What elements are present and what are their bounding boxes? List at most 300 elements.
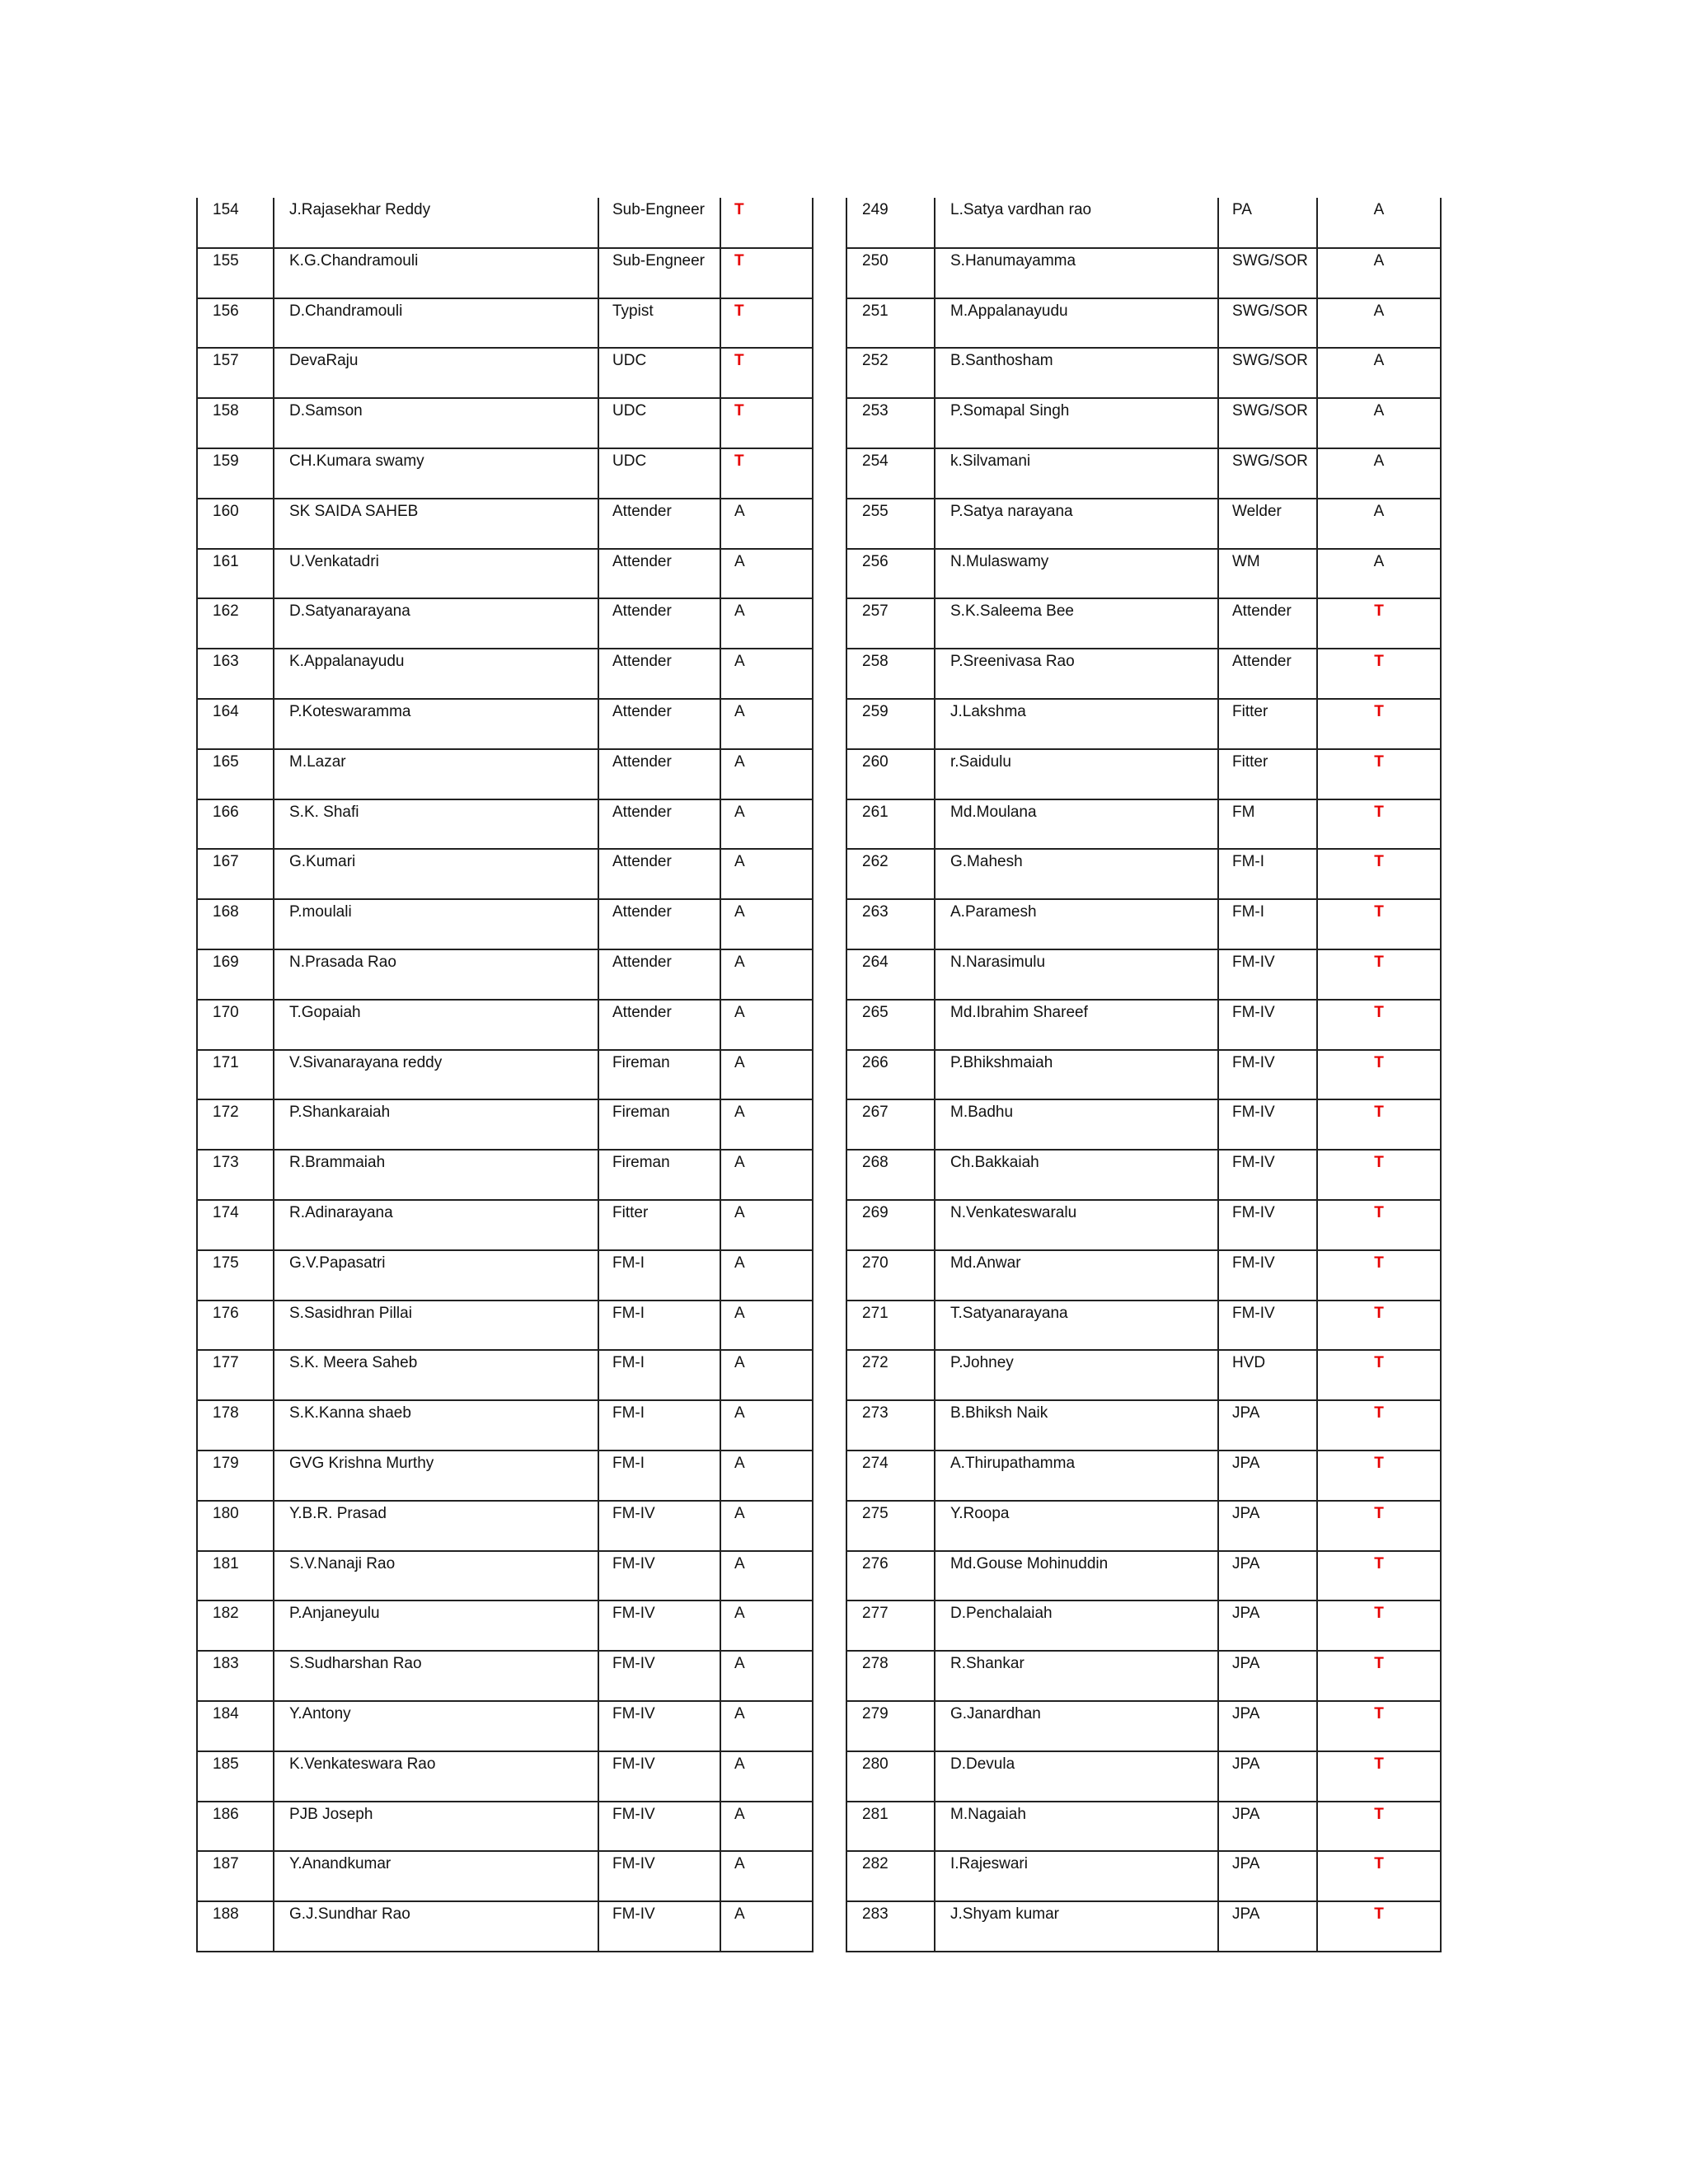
designation-cell: JPA: [1218, 1651, 1317, 1701]
table-row: [197, 1000, 813, 1050]
employee-name-cell: K.Appalanayudu: [274, 649, 598, 699]
status-cell: A: [720, 1200, 813, 1250]
designation-cell: FM-IV: [1218, 1150, 1317, 1200]
status-cell: A: [720, 1250, 813, 1301]
serial-number-cell: 156: [197, 298, 274, 349]
designation-cell: Attender: [598, 799, 720, 850]
serial-number-cell: 158: [197, 398, 274, 448]
status-cell: A: [720, 1150, 813, 1200]
serial-number-cell: 170: [197, 1000, 274, 1050]
designation-cell: Attender: [1218, 598, 1317, 649]
status-cell: T: [1317, 749, 1441, 799]
designation-cell: JPA: [1218, 1701, 1317, 1751]
table-row: [846, 799, 1441, 850]
designation-cell: FM-IV: [598, 1551, 720, 1601]
status-cell: A: [720, 749, 813, 799]
serial-number-cell: 157: [197, 348, 274, 398]
status-cell: A: [720, 1099, 813, 1150]
designation-cell: Fitter: [1218, 749, 1317, 799]
status-cell: A: [1317, 499, 1441, 549]
serial-number-cell: 280: [846, 1751, 935, 1802]
table-row: [846, 1501, 1441, 1551]
table-row: [846, 1701, 1441, 1751]
table-row: [197, 649, 813, 699]
serial-number-cell: 252: [846, 348, 935, 398]
status-cell: A: [720, 1350, 813, 1400]
serial-number-cell: 168: [197, 899, 274, 949]
serial-number-cell: 165: [197, 749, 274, 799]
employee-name-cell: U.Venkatadri: [274, 549, 598, 599]
serial-number-cell: 274: [846, 1451, 935, 1501]
designation-cell: JPA: [1218, 1802, 1317, 1852]
status-cell: T: [720, 248, 813, 298]
status-cell: T: [720, 398, 813, 448]
table-row: [197, 749, 813, 799]
serial-number-cell: 255: [846, 499, 935, 549]
designation-cell: Attender: [598, 949, 720, 1000]
table-row: [846, 1751, 1441, 1802]
designation-cell: Fitter: [598, 1200, 720, 1250]
table-row: [197, 398, 813, 448]
designation-cell: FM-IV: [598, 1601, 720, 1651]
table-row: [197, 1150, 813, 1200]
status-cell: T: [1317, 649, 1441, 699]
table-row: [197, 348, 813, 398]
employee-name-cell: G.Janardhan: [935, 1701, 1218, 1751]
employee-name-cell: P.Bhikshmaiah: [935, 1050, 1218, 1100]
designation-cell: Attender: [598, 1000, 720, 1050]
designation-cell: UDC: [598, 448, 720, 499]
designation-cell: Attender: [1218, 649, 1317, 699]
status-cell: A: [720, 1701, 813, 1751]
table-row: [846, 1651, 1441, 1701]
status-cell: T: [1317, 1701, 1441, 1751]
status-cell: A: [720, 849, 813, 899]
table-row: [197, 1301, 813, 1351]
employee-name-cell: Md.Ibrahim Shareef: [935, 1000, 1218, 1050]
table-row: [846, 1250, 1441, 1301]
serial-number-cell: 171: [197, 1050, 274, 1100]
table-row: [846, 949, 1441, 1000]
status-cell: T: [1317, 598, 1441, 649]
designation-cell: SWG/SOR: [1218, 398, 1317, 448]
table-row: [846, 298, 1441, 349]
status-cell: T: [1317, 1651, 1441, 1701]
employee-name-cell: M.Appalanayudu: [935, 298, 1218, 349]
serial-number-cell: 174: [197, 1200, 274, 1250]
serial-number-cell: 257: [846, 598, 935, 649]
designation-cell: JPA: [1218, 1501, 1317, 1551]
employee-name-cell: N.Venkateswaralu: [935, 1200, 1218, 1250]
serial-number-cell: 262: [846, 849, 935, 899]
designation-cell: FM-I: [598, 1301, 720, 1351]
table-row: [846, 198, 1441, 248]
serial-number-cell: 177: [197, 1350, 274, 1400]
employee-name-cell: I.Rajeswari: [935, 1851, 1218, 1901]
designation-cell: SWG/SOR: [1218, 348, 1317, 398]
designation-cell: Attender: [598, 699, 720, 749]
designation-cell: FM-IV: [598, 1651, 720, 1701]
employee-name-cell: T.Satyanarayana: [935, 1301, 1218, 1351]
designation-cell: JPA: [1218, 1400, 1317, 1451]
status-cell: A: [720, 1901, 813, 1952]
designation-cell: Attender: [598, 749, 720, 799]
status-cell: T: [1317, 1150, 1441, 1200]
status-cell: A: [720, 1751, 813, 1802]
serial-number-cell: 159: [197, 448, 274, 499]
table-row: [197, 1701, 813, 1751]
status-cell: T: [1317, 899, 1441, 949]
employee-name-cell: D.Penchalaiah: [935, 1601, 1218, 1651]
employee-name-cell: S.K.Saleema Bee: [935, 598, 1218, 649]
designation-cell: PA: [1218, 198, 1317, 248]
employee-name-cell: D.Samson: [274, 398, 598, 448]
status-cell: T: [1317, 1901, 1441, 1952]
employee-name-cell: P.Somapal Singh: [935, 398, 1218, 448]
table-row: [197, 1751, 813, 1802]
table-row: [846, 1350, 1441, 1400]
designation-cell: Attender: [598, 499, 720, 549]
table-row: [197, 1250, 813, 1301]
employee-name-cell: S.K. Shafi: [274, 799, 598, 850]
table-row: [197, 198, 813, 248]
serial-number-cell: 267: [846, 1099, 935, 1150]
status-cell: A: [1317, 198, 1441, 248]
employee-name-cell: SK SAIDA SAHEB: [274, 499, 598, 549]
status-cell: T: [720, 448, 813, 499]
serial-number-cell: 185: [197, 1751, 274, 1802]
table-row: [197, 1200, 813, 1250]
table-row: [197, 298, 813, 349]
serial-number-cell: 160: [197, 499, 274, 549]
employee-name-cell: J.Shyam kumar: [935, 1901, 1218, 1952]
serial-number-cell: 268: [846, 1150, 935, 1200]
table-row: [846, 1851, 1441, 1901]
designation-cell: FM-I: [598, 1451, 720, 1501]
table-row: [197, 598, 813, 649]
designation-cell: Typist: [598, 298, 720, 349]
serial-number-cell: 275: [846, 1501, 935, 1551]
status-cell: A: [720, 949, 813, 1000]
status-cell: T: [720, 348, 813, 398]
serial-number-cell: 179: [197, 1451, 274, 1501]
designation-cell: FM-IV: [598, 1851, 720, 1901]
status-cell: A: [720, 649, 813, 699]
status-cell: A: [1317, 348, 1441, 398]
table-row: [846, 398, 1441, 448]
table-row: [846, 1301, 1441, 1351]
table-row: [846, 749, 1441, 799]
table-row: [846, 1551, 1441, 1601]
designation-cell: FM-IV: [1218, 1301, 1317, 1351]
status-cell: A: [720, 1601, 813, 1651]
serial-number-cell: 163: [197, 649, 274, 699]
designation-cell: JPA: [1218, 1451, 1317, 1501]
status-cell: A: [1317, 298, 1441, 349]
serial-number-cell: 279: [846, 1701, 935, 1751]
employee-name-cell: G.Kumari: [274, 849, 598, 899]
status-cell: A: [720, 1400, 813, 1451]
designation-cell: SWG/SOR: [1218, 248, 1317, 298]
table-row: [197, 1050, 813, 1100]
designation-cell: JPA: [1218, 1601, 1317, 1651]
table-row: [846, 1451, 1441, 1501]
designation-cell: FM-IV: [598, 1751, 720, 1802]
table-row: [846, 499, 1441, 549]
employee-name-cell: CH.Kumara swamy: [274, 448, 598, 499]
status-cell: T: [1317, 1350, 1441, 1400]
serial-number-cell: 269: [846, 1200, 935, 1250]
table-row: [197, 1601, 813, 1651]
serial-number-cell: 188: [197, 1901, 274, 1952]
designation-cell: FM-IV: [1218, 1099, 1317, 1150]
employee-name-cell: G.J.Sundhar Rao: [274, 1901, 598, 1952]
employee-name-cell: N.Prasada Rao: [274, 949, 598, 1000]
designation-cell: FM-IV: [1218, 1250, 1317, 1301]
table-row: [846, 1000, 1441, 1050]
serial-number-cell: 176: [197, 1301, 274, 1351]
designation-cell: Fireman: [598, 1150, 720, 1200]
designation-cell: Attender: [598, 649, 720, 699]
designation-cell: Attender: [598, 549, 720, 599]
table-row: [197, 949, 813, 1000]
serial-number-cell: 169: [197, 949, 274, 1000]
employee-name-cell: S.V.Nanaji Rao: [274, 1551, 598, 1601]
designation-cell: FM-IV: [598, 1901, 720, 1952]
employee-name-cell: T.Gopaiah: [274, 1000, 598, 1050]
table-row: [846, 248, 1441, 298]
table-row: [197, 1651, 813, 1701]
table-row: [197, 1451, 813, 1501]
serial-number-cell: 258: [846, 649, 935, 699]
staff-table-right: [846, 198, 1442, 1952]
status-cell: T: [1317, 849, 1441, 899]
employee-name-cell: D.Devula: [935, 1751, 1218, 1802]
table-row: [197, 1501, 813, 1551]
designation-cell: FM-I: [598, 1250, 720, 1301]
designation-cell: Fireman: [598, 1099, 720, 1150]
employee-name-cell: B.Santhosham: [935, 348, 1218, 398]
employee-name-cell: G.V.Papasatri: [274, 1250, 598, 1301]
status-cell: A: [720, 1301, 813, 1351]
designation-cell: FM-IV: [1218, 1000, 1317, 1050]
employee-name-cell: Y.Roopa: [935, 1501, 1218, 1551]
table-row: [846, 699, 1441, 749]
table-row: [197, 499, 813, 549]
serial-number-cell: 270: [846, 1250, 935, 1301]
table-row: [846, 1802, 1441, 1852]
serial-number-cell: 181: [197, 1551, 274, 1601]
employee-name-cell: K.Venkateswara Rao: [274, 1751, 598, 1802]
employee-name-cell: R.Adinarayana: [274, 1200, 598, 1250]
status-cell: T: [1317, 1200, 1441, 1250]
table-row: [846, 1601, 1441, 1651]
employee-name-cell: R.Shankar: [935, 1651, 1218, 1701]
serial-number-cell: 273: [846, 1400, 935, 1451]
table-row: [197, 549, 813, 599]
designation-cell: FM-IV: [598, 1802, 720, 1852]
employee-name-cell: P.Johney: [935, 1350, 1218, 1400]
table-row: [197, 1099, 813, 1150]
status-cell: T: [1317, 1000, 1441, 1050]
status-cell: A: [1317, 448, 1441, 499]
status-cell: T: [1317, 699, 1441, 749]
serial-number-cell: 271: [846, 1301, 935, 1351]
table-row: [197, 699, 813, 749]
table-row: [197, 899, 813, 949]
status-cell: A: [720, 799, 813, 850]
serial-number-cell: 251: [846, 298, 935, 349]
status-cell: A: [720, 499, 813, 549]
designation-cell: WM: [1218, 549, 1317, 599]
table-row: [197, 1802, 813, 1852]
employee-name-cell: B.Bhiksh Naik: [935, 1400, 1218, 1451]
designation-cell: JPA: [1218, 1851, 1317, 1901]
serial-number-cell: 166: [197, 799, 274, 850]
status-cell: A: [1317, 398, 1441, 448]
employee-name-cell: S.Sasidhran Pillai: [274, 1301, 598, 1351]
status-cell: T: [720, 198, 813, 248]
serial-number-cell: 187: [197, 1851, 274, 1901]
table-row: [846, 899, 1441, 949]
table-row: [846, 348, 1441, 398]
table-row: [846, 1099, 1441, 1150]
employee-name-cell: S.K. Meera Saheb: [274, 1350, 598, 1400]
employee-name-cell: R.Brammaiah: [274, 1150, 598, 1200]
designation-cell: Fireman: [598, 1050, 720, 1100]
serial-number-cell: 154: [197, 198, 274, 248]
status-cell: T: [1317, 1551, 1441, 1601]
serial-number-cell: 266: [846, 1050, 935, 1100]
employee-name-cell: P.Sreenivasa Rao: [935, 649, 1218, 699]
serial-number-cell: 182: [197, 1601, 274, 1651]
table-row: [846, 549, 1441, 599]
status-cell: A: [720, 549, 813, 599]
status-cell: A: [720, 1802, 813, 1852]
designation-cell: FM: [1218, 799, 1317, 850]
serial-number-cell: 161: [197, 549, 274, 599]
serial-number-cell: 272: [846, 1350, 935, 1400]
serial-number-cell: 175: [197, 1250, 274, 1301]
serial-number-cell: 259: [846, 699, 935, 749]
employee-name-cell: Y.Anandkumar: [274, 1851, 598, 1901]
status-cell: T: [1317, 1400, 1441, 1451]
designation-cell: Attender: [598, 598, 720, 649]
employee-name-cell: P.moulali: [274, 899, 598, 949]
serial-number-cell: 265: [846, 1000, 935, 1050]
status-cell: A: [720, 1551, 813, 1601]
employee-name-cell: Y.Antony: [274, 1701, 598, 1751]
status-cell: T: [1317, 1451, 1441, 1501]
status-cell: T: [1317, 1099, 1441, 1150]
employee-name-cell: A.Paramesh: [935, 899, 1218, 949]
table-row: [197, 1350, 813, 1400]
designation-cell: FM-I: [1218, 899, 1317, 949]
designation-cell: Sub-Engneer: [598, 248, 720, 298]
serial-number-cell: 276: [846, 1551, 935, 1601]
status-cell: T: [1317, 1601, 1441, 1651]
designation-cell: FM-IV: [1218, 1050, 1317, 1100]
employee-name-cell: S.K.Kanna shaeb: [274, 1400, 598, 1451]
employee-name-cell: M.Nagaiah: [935, 1802, 1218, 1852]
table-row: [197, 1400, 813, 1451]
status-cell: A: [720, 699, 813, 749]
employee-name-cell: k.Silvamani: [935, 448, 1218, 499]
table-row: [846, 849, 1441, 899]
serial-number-cell: 260: [846, 749, 935, 799]
serial-number-cell: 162: [197, 598, 274, 649]
designation-cell: JPA: [1218, 1751, 1317, 1802]
serial-number-cell: 281: [846, 1802, 935, 1852]
table-row: [846, 649, 1441, 699]
employee-name-cell: Y.B.R. Prasad: [274, 1501, 598, 1551]
table-row: [846, 1050, 1441, 1100]
designation-cell: Fitter: [1218, 699, 1317, 749]
status-cell: T: [1317, 1050, 1441, 1100]
serial-number-cell: 278: [846, 1651, 935, 1701]
employee-name-cell: M.Lazar: [274, 749, 598, 799]
employee-name-cell: J.Rajasekhar Reddy: [274, 198, 598, 248]
table-row: [846, 598, 1441, 649]
employee-name-cell: S.Hanumayamma: [935, 248, 1218, 298]
designation-cell: UDC: [598, 398, 720, 448]
serial-number-cell: 184: [197, 1701, 274, 1751]
serial-number-cell: 172: [197, 1099, 274, 1150]
designation-cell: FM-IV: [598, 1501, 720, 1551]
status-cell: A: [720, 1501, 813, 1551]
employee-name-cell: Md.Gouse Mohinuddin: [935, 1551, 1218, 1601]
designation-cell: SWG/SOR: [1218, 298, 1317, 349]
employee-name-cell: J.Lakshma: [935, 699, 1218, 749]
designation-cell: JPA: [1218, 1551, 1317, 1601]
table-row: [846, 1200, 1441, 1250]
designation-cell: HVD: [1218, 1350, 1317, 1400]
employee-name-cell: S.Sudharshan Rao: [274, 1651, 598, 1701]
table-row: [846, 448, 1441, 499]
serial-number-cell: 164: [197, 699, 274, 749]
status-cell: A: [720, 1651, 813, 1701]
employee-name-cell: A.Thirupathamma: [935, 1451, 1218, 1501]
status-cell: T: [1317, 1802, 1441, 1852]
status-cell: A: [720, 899, 813, 949]
status-cell: T: [720, 298, 813, 349]
employee-name-cell: N.Mulaswamy: [935, 549, 1218, 599]
table-row: [197, 1551, 813, 1601]
table-row: [846, 1901, 1441, 1952]
employee-name-cell: D.Satyanarayana: [274, 598, 598, 649]
table-row: [197, 448, 813, 499]
status-cell: A: [720, 1050, 813, 1100]
designation-cell: FM-IV: [1218, 949, 1317, 1000]
employee-name-cell: GVG Krishna Murthy: [274, 1451, 598, 1501]
employee-name-cell: PJB Joseph: [274, 1802, 598, 1852]
employee-name-cell: P.Satya narayana: [935, 499, 1218, 549]
employee-name-cell: P.Shankaraiah: [274, 1099, 598, 1150]
employee-name-cell: L.Satya vardhan rao: [935, 198, 1218, 248]
table-row: [197, 799, 813, 850]
designation-cell: FM-IV: [598, 1701, 720, 1751]
designation-cell: Attender: [598, 849, 720, 899]
serial-number-cell: 167: [197, 849, 274, 899]
employee-name-cell: P.Koteswaramma: [274, 699, 598, 749]
employee-name-cell: D.Chandramouli: [274, 298, 598, 349]
table-row: [197, 248, 813, 298]
status-cell: A: [1317, 248, 1441, 298]
designation-cell: SWG/SOR: [1218, 448, 1317, 499]
designation-cell: UDC: [598, 348, 720, 398]
table-row: [846, 1400, 1441, 1451]
table-row: [197, 1901, 813, 1952]
